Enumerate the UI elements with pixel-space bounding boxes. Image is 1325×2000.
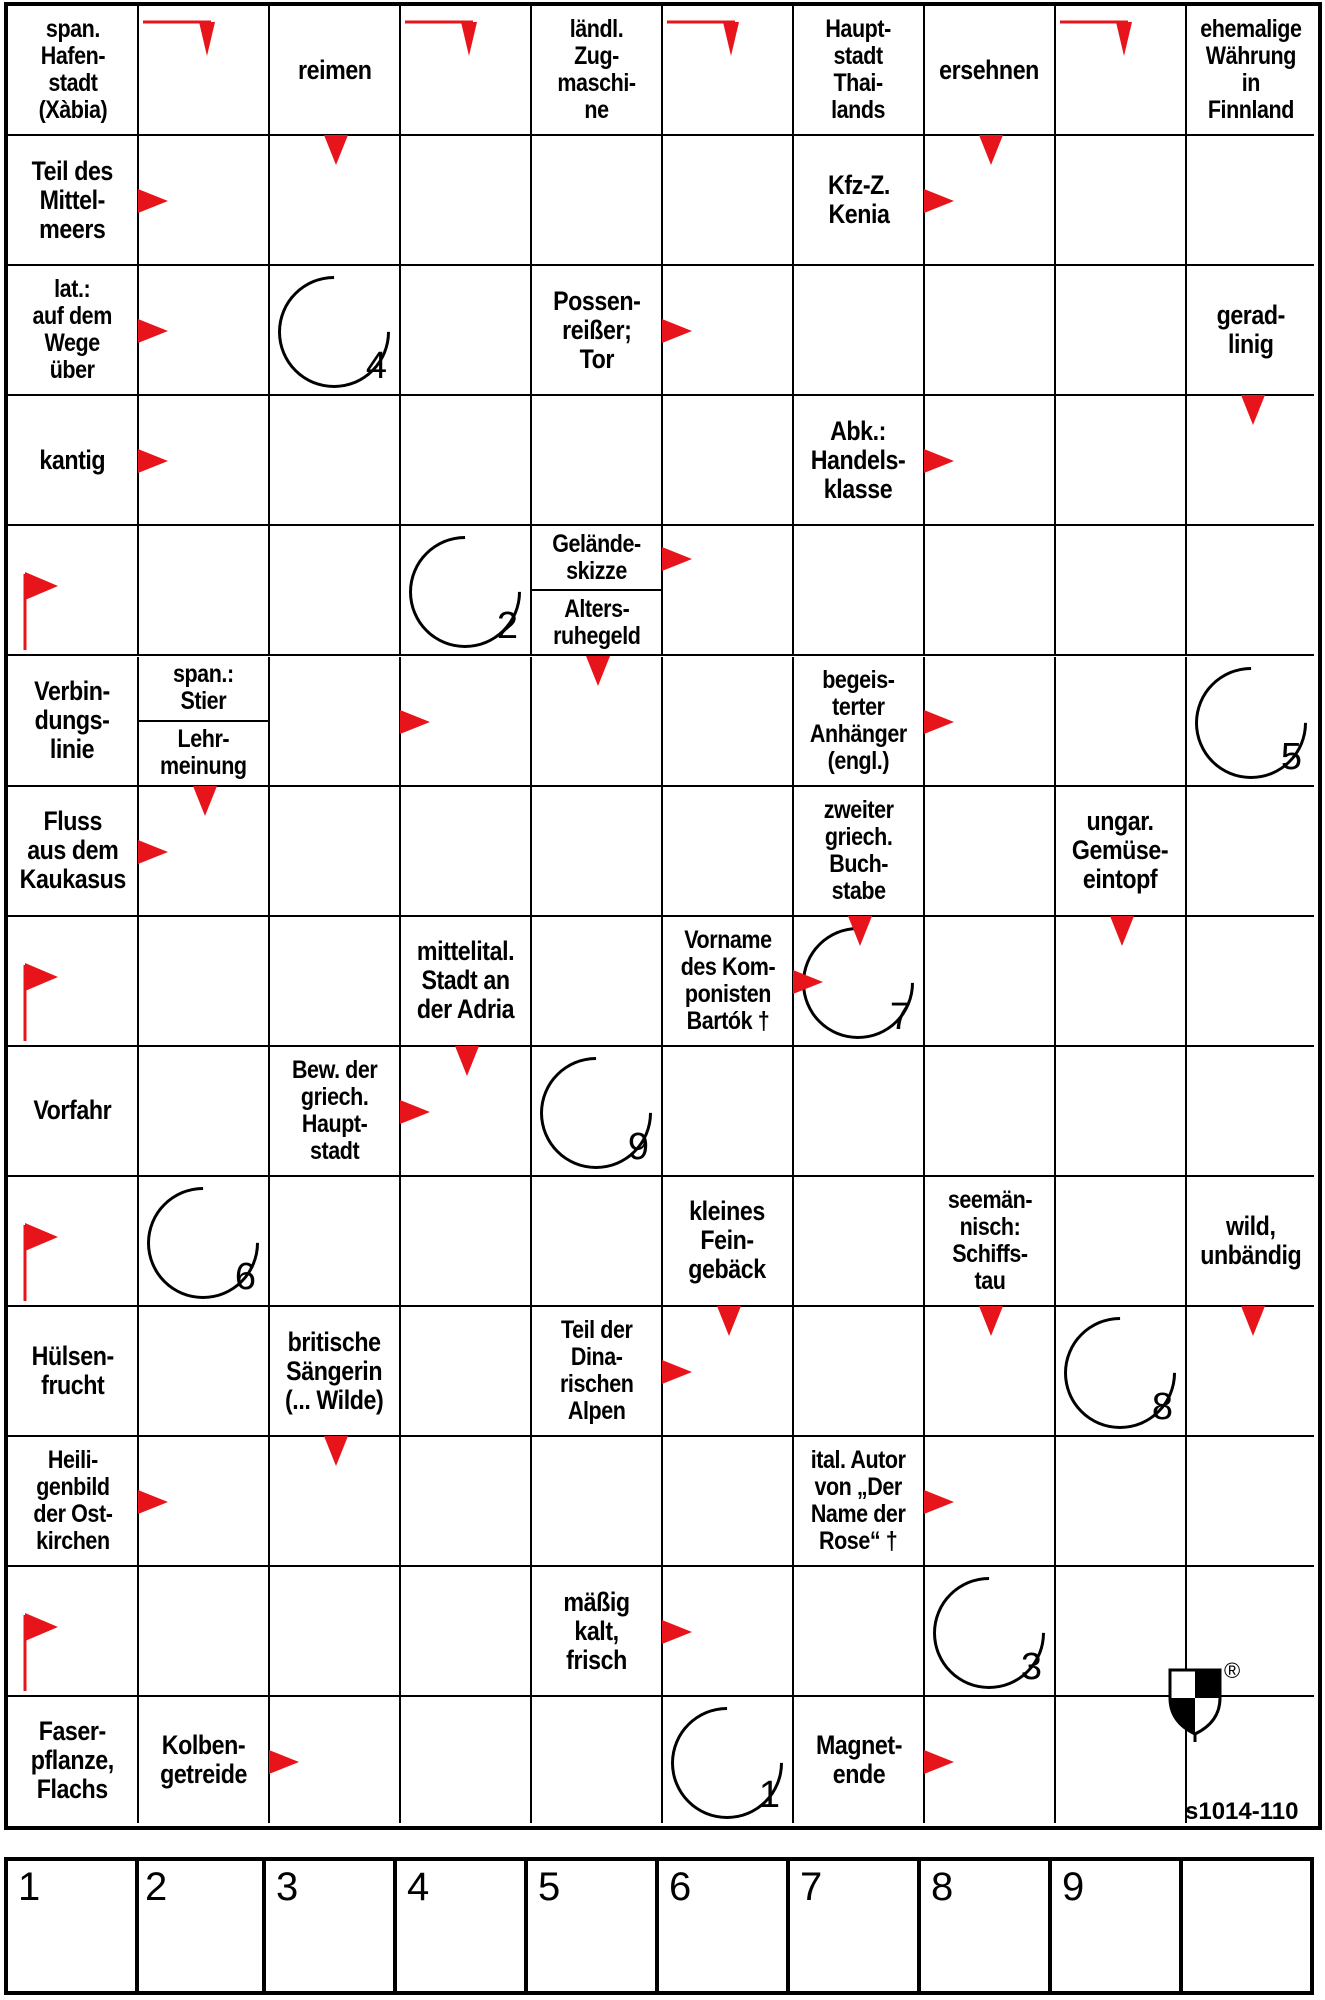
clue-text: Haupt- stadt Thai- lands — [825, 15, 892, 125]
solution-number: 2 — [496, 605, 518, 648]
clue-text: britische Sängerin (... Wilde) — [285, 1326, 384, 1415]
arrow-right-icon — [662, 547, 692, 571]
clue-cell — [794, 136, 925, 266]
solution-box-number: 8 — [931, 1865, 954, 1909]
answer-cell[interactable] — [1187, 1437, 1314, 1567]
arrow-down-icon — [979, 1306, 1003, 1336]
clue-text: Abk.: Handels- klasse — [811, 415, 906, 504]
arrow-flag-right-icon — [22, 1613, 72, 1693]
arrow-right-icon — [269, 1750, 299, 1774]
answer-cell[interactable] — [1187, 917, 1314, 1047]
solution-box-number: 7 — [800, 1865, 823, 1909]
answer-cell[interactable] — [270, 787, 401, 917]
solution-number: 5 — [1280, 735, 1302, 778]
arrow-hook-down-icon — [403, 20, 478, 70]
arrow-right-icon — [924, 449, 954, 473]
solution-number: 1 — [758, 1774, 780, 1817]
answer-cell[interactable] — [1056, 526, 1187, 656]
clue-cell — [270, 1307, 401, 1437]
answer-cell[interactable] — [139, 1567, 270, 1697]
solution-number: 7 — [889, 995, 911, 1038]
arrow-right-icon — [138, 1490, 168, 1514]
clue-text: Bew. der griech. Haupt- stadt — [291, 1055, 378, 1165]
solution-number: 9 — [627, 1125, 649, 1168]
clue-cell — [1056, 787, 1187, 917]
clue-cell — [794, 396, 925, 526]
answer-cell[interactable] — [270, 917, 401, 1047]
answer-cell[interactable] — [794, 1567, 925, 1697]
clue-text: mäßig kalt, frisch — [563, 1586, 630, 1675]
answer-cell[interactable] — [1056, 396, 1187, 526]
arrow-right-icon — [138, 319, 168, 343]
clue-text: zweiter griech. Buch- stabe — [823, 795, 894, 905]
answer-cell[interactable] — [401, 787, 532, 917]
split-clue-top — [139, 657, 268, 722]
answer-cell[interactable] — [270, 526, 401, 656]
clue-cell — [8, 657, 139, 787]
clue-text: lat.: auf dem Wege über — [32, 275, 113, 385]
clue-text: reimen — [297, 54, 372, 85]
answer-cell[interactable] — [532, 136, 663, 266]
answer-cell[interactable] — [532, 1177, 663, 1307]
answer-cell[interactable] — [139, 1177, 270, 1307]
solution-box[interactable] — [528, 1857, 659, 1995]
clue-text: span.: Stier — [173, 660, 234, 716]
arrow-down-icon — [324, 135, 348, 165]
answer-cell[interactable] — [401, 396, 532, 526]
answer-cell[interactable] — [663, 1047, 794, 1177]
solution-circle — [648, 1684, 806, 1842]
solution-box[interactable] — [266, 1857, 397, 1995]
clue-text: ländl. Zug- maschi- ne — [557, 15, 636, 125]
clue-text: Magnet- ende — [815, 1730, 902, 1790]
clue-text: Verbin- dungs- linie — [34, 676, 111, 765]
answer-cell[interactable] — [532, 917, 663, 1047]
answer-cell[interactable] — [532, 787, 663, 917]
clue-text: Kolben- getreide — [160, 1730, 247, 1790]
solution-circle — [1172, 643, 1325, 801]
answer-cell[interactable] — [663, 526, 794, 656]
clue-text: Heili- genbild der Ost- kirchen — [32, 1446, 112, 1556]
arrow-hook-down-icon — [1058, 20, 1133, 70]
arrow-down-icon — [455, 1046, 479, 1076]
solution-box-number: 9 — [1062, 1865, 1085, 1909]
clue-text: Gelände- skizze — [552, 529, 641, 585]
clue-text: ital. Autor von „Der Name der Rose“ † — [811, 1446, 906, 1556]
clue-cell — [8, 1437, 139, 1567]
answer-cell[interactable] — [532, 1437, 663, 1567]
answer-cell[interactable] — [532, 396, 663, 526]
clue-text: span. Hafen- stadt (Xàbia) — [38, 15, 107, 125]
clue-text: mittelital. Stadt an der Adria — [416, 936, 515, 1025]
arrow-down-icon — [1110, 916, 1134, 946]
answer-cell[interactable] — [1056, 136, 1187, 266]
answer-cell[interactable] — [925, 1567, 1056, 1697]
arrow-hook-down-icon — [141, 20, 216, 70]
solution-box-number: 2 — [145, 1865, 168, 1909]
answer-cell[interactable] — [401, 526, 532, 656]
arrow-down-icon — [717, 1306, 741, 1336]
clue-cell — [532, 1567, 663, 1697]
answer-cell[interactable] — [401, 266, 532, 396]
clue-text: Kfz-Z. Kenia — [827, 170, 890, 230]
answer-cell[interactable] — [139, 526, 270, 656]
clue-cell — [8, 266, 139, 396]
split-clue-bottom — [532, 591, 661, 654]
answer-cell[interactable] — [270, 1177, 401, 1307]
arrow-right-icon — [924, 1750, 954, 1774]
clue-cell — [794, 6, 925, 136]
answer-cell[interactable] — [925, 526, 1056, 656]
split-clue-cell — [139, 657, 270, 787]
solution-box-number: 6 — [669, 1865, 692, 1909]
clue-text: begeis- terter Anhänger (engl.) — [810, 665, 907, 775]
clue-text: Vorname des Kom- ponisten Bartók † — [680, 925, 775, 1035]
clue-text: Alters- ruhegeld — [552, 594, 641, 650]
split-clue-bottom — [139, 722, 268, 785]
answer-cell[interactable] — [1056, 1047, 1187, 1177]
solution-box[interactable] — [790, 1857, 921, 1995]
answer-cell[interactable] — [1056, 1307, 1187, 1437]
answer-cell[interactable] — [663, 657, 794, 787]
solution-number: 8 — [1151, 1386, 1173, 1429]
answer-cell[interactable] — [925, 1047, 1056, 1177]
answer-cell[interactable] — [663, 136, 794, 266]
answer-cell[interactable] — [794, 266, 925, 396]
answer-cell[interactable] — [270, 657, 401, 787]
split-clue-top — [532, 526, 661, 591]
arrow-flag-right-icon — [22, 1223, 72, 1303]
answer-cell[interactable] — [532, 1047, 663, 1177]
arrow-down-icon — [1241, 395, 1265, 425]
clue-cell — [1187, 266, 1314, 396]
answer-cell[interactable] — [1187, 526, 1314, 656]
solution-box[interactable] — [135, 1857, 266, 1995]
solution-circle — [124, 1164, 282, 1322]
clue-cell — [794, 1437, 925, 1567]
solution-box[interactable] — [4, 1857, 139, 1995]
answer-cell[interactable] — [663, 1697, 794, 1823]
solution-circle — [517, 1034, 675, 1192]
clue-text: kleines Fein- gebäck — [688, 1196, 767, 1285]
clue-cell — [8, 396, 139, 526]
answer-cell[interactable] — [794, 1307, 925, 1437]
answer-cell[interactable] — [401, 1177, 532, 1307]
solution-box[interactable] — [1052, 1857, 1183, 1995]
clue-text: wild, unbändig — [1199, 1210, 1302, 1270]
answer-cell[interactable] — [1056, 657, 1187, 787]
clue-text: Teil des Mittel- meers — [31, 155, 114, 244]
answer-cell[interactable] — [270, 266, 401, 396]
solution-box-number: 3 — [276, 1865, 299, 1909]
arrow-right-icon — [924, 1490, 954, 1514]
clue-text: Fluss aus dem Kaukasus — [19, 806, 126, 895]
answer-cell[interactable] — [1056, 1437, 1187, 1567]
clue-cell — [925, 6, 1056, 136]
clue-text: Possen- reißer; Tor — [552, 285, 641, 374]
answer-cell[interactable] — [794, 1177, 925, 1307]
clue-cell — [663, 917, 794, 1047]
arrow-right-icon — [662, 1620, 692, 1644]
clue-text: seemän- nisch: Schiffs- tau — [947, 1185, 1032, 1295]
arrow-right-icon — [662, 1360, 692, 1384]
puzzle-code: s1014-110 — [1185, 1798, 1299, 1825]
answer-cell[interactable] — [1187, 787, 1314, 917]
solution-number: 6 — [234, 1255, 256, 1298]
split-clue-cell — [532, 526, 663, 656]
clue-cell — [270, 6, 401, 136]
clue-text: Vorfahr — [33, 1095, 112, 1126]
solution-box-end — [1183, 1857, 1314, 1995]
answer-cell[interactable] — [401, 1697, 532, 1823]
answer-cell[interactable] — [270, 396, 401, 526]
solution-box[interactable] — [659, 1857, 790, 1995]
logo-registered-mark: ® — [1224, 1658, 1241, 1683]
answer-cell[interactable] — [270, 1567, 401, 1697]
clue-cell — [8, 136, 139, 266]
answer-cell[interactable] — [1187, 136, 1314, 266]
answer-cell[interactable] — [925, 917, 1056, 1047]
solution-number: 4 — [365, 345, 387, 388]
clue-cell — [532, 6, 663, 136]
clue-cell — [401, 917, 532, 1047]
answer-cell[interactable] — [401, 1307, 532, 1437]
clue-text: Teil der Dina- rischen Alpen — [559, 1316, 634, 1426]
clue-cell — [8, 1697, 139, 1823]
clue-cell — [794, 1697, 925, 1823]
clue-text: Lehr- meinung — [160, 725, 247, 781]
answer-cell[interactable] — [139, 1307, 270, 1437]
clue-cell — [925, 1177, 1056, 1307]
arrow-flag-right-icon — [22, 963, 72, 1043]
solution-circle — [1041, 1294, 1199, 1452]
crossword-grid — [4, 2, 1322, 1830]
arrow-down-icon — [324, 1436, 348, 1466]
answer-cell[interactable] — [1187, 1047, 1314, 1177]
answer-cell[interactable] — [1056, 266, 1187, 396]
answer-cell[interactable] — [139, 1047, 270, 1177]
arrow-right-icon — [924, 189, 954, 213]
arrow-right-icon — [662, 319, 692, 343]
clue-text: kantig — [39, 444, 106, 475]
answer-cell[interactable] — [532, 1697, 663, 1823]
arrow-down-icon — [848, 916, 872, 946]
answer-cell[interactable] — [1056, 1177, 1187, 1307]
clue-text: ungar. Gemüse- eintopf — [1072, 806, 1169, 895]
answer-cell[interactable] — [925, 787, 1056, 917]
clue-cell — [794, 657, 925, 787]
answer-cell[interactable] — [401, 1437, 532, 1567]
solution-box-number: 5 — [538, 1865, 561, 1909]
arrow-right-icon — [138, 189, 168, 213]
arrow-down-icon — [193, 786, 217, 816]
clue-cell — [8, 787, 139, 917]
clue-cell — [8, 1307, 139, 1437]
answer-cell[interactable] — [663, 1437, 794, 1567]
arrow-hook-down-icon — [665, 20, 740, 70]
solution-number: 3 — [1020, 1646, 1042, 1689]
clue-cell — [1187, 1177, 1314, 1307]
solution-circle — [386, 513, 544, 671]
clue-cell — [663, 1177, 794, 1307]
clue-cell — [139, 1697, 270, 1823]
clue-cell — [1187, 6, 1314, 136]
clue-cell — [270, 1047, 401, 1177]
arrow-right-icon — [400, 1100, 430, 1124]
solution-box[interactable] — [921, 1857, 1052, 1995]
clue-text: gerad- linig — [1216, 300, 1285, 360]
solution-box-number: 4 — [407, 1865, 430, 1909]
solution-box[interactable] — [397, 1857, 528, 1995]
answer-cell[interactable] — [139, 917, 270, 1047]
clue-cell — [8, 6, 139, 136]
arrow-flag-right-icon — [22, 572, 72, 652]
answer-cell[interactable] — [794, 1047, 925, 1177]
answer-cell[interactable] — [1187, 657, 1314, 787]
answer-cell[interactable] — [401, 1567, 532, 1697]
arrow-right-icon — [793, 970, 823, 994]
clue-cell — [794, 787, 925, 917]
arrow-right-icon — [400, 710, 430, 734]
publisher-logo — [1166, 1652, 1246, 1742]
solution-circle — [910, 1554, 1068, 1712]
answer-cell[interactable] — [663, 396, 794, 526]
arrow-down-icon — [586, 656, 610, 686]
clue-text: ehemalige Währung in Finnland — [1199, 15, 1302, 125]
solution-box-number: 1 — [18, 1865, 41, 1909]
clue-cell — [8, 1047, 139, 1177]
answer-cell[interactable] — [794, 526, 925, 656]
answer-cell[interactable] — [401, 136, 532, 266]
clue-text: Faser- pflanze, Flachs — [30, 1715, 114, 1804]
clue-text: Hülsen- frucht — [31, 1341, 114, 1401]
arrow-right-icon — [924, 710, 954, 734]
clue-cell — [532, 266, 663, 396]
clue-text: ersehnen — [939, 54, 1040, 85]
arrow-down-icon — [979, 135, 1003, 165]
arrow-right-icon — [138, 840, 168, 864]
answer-cell[interactable] — [663, 787, 794, 917]
arrow-right-icon — [138, 449, 168, 473]
solution-circle — [255, 253, 413, 411]
answer-cell[interactable] — [925, 266, 1056, 396]
clue-cell — [532, 1307, 663, 1437]
arrow-down-icon — [1241, 1306, 1265, 1336]
